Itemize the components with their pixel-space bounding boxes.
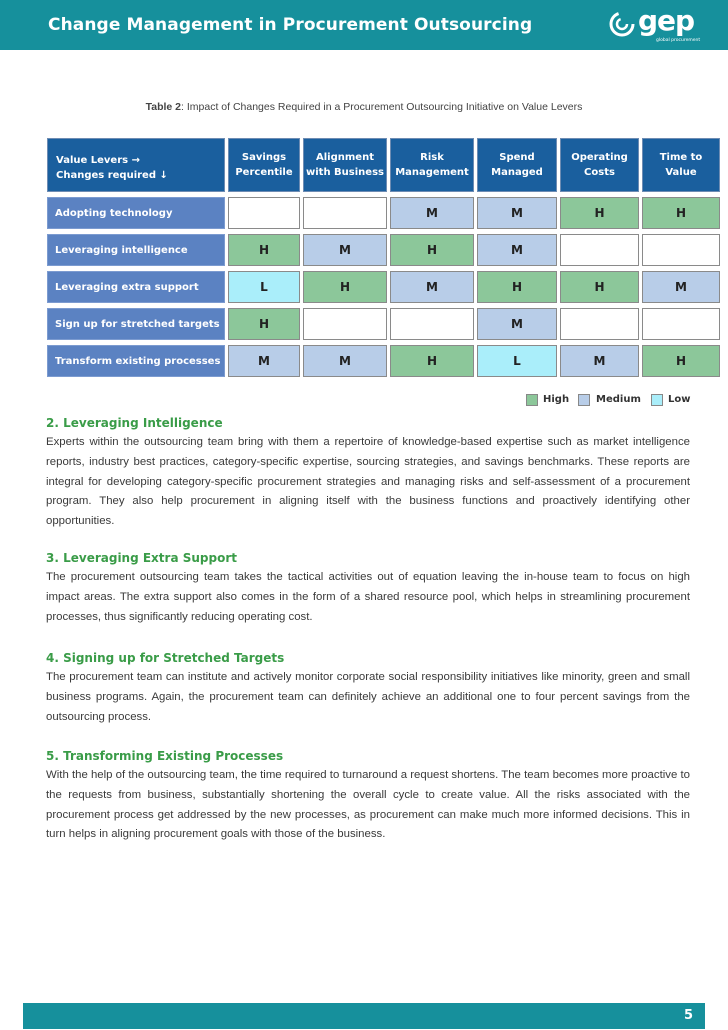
column-header: Risk Management <box>390 138 474 192</box>
impact-cell: M <box>477 308 557 340</box>
page-title: Change Management in Procurement Outsourcing <box>48 15 533 35</box>
section-heading: 2. Leveraging Intelligence <box>46 416 223 430</box>
section-heading: 3. Leveraging Extra Support <box>46 551 237 565</box>
logo-tagline: global procurement <box>656 38 701 43</box>
corner-changes-required: Changes required ↓ <box>56 170 168 181</box>
impact-cell: M <box>303 234 387 266</box>
table-caption-text: : Impact of Changes Required in a Procurement Outsourcing Initiative on Value Levers <box>181 101 583 113</box>
impact-cell: H <box>560 197 639 229</box>
impact-cell: M <box>228 345 300 377</box>
impact-cell: H <box>228 234 300 266</box>
impact-cell <box>642 308 720 340</box>
header-bar <box>0 0 728 50</box>
row-label: Leveraging intelligence <box>47 234 225 266</box>
impact-cell: M <box>560 345 639 377</box>
gep-logo <box>608 4 701 46</box>
section-body: The procurement outsourcing team takes the tactical activities out of equation leaving the in-house team to focus on high impact areas. The extra support also comes in the form of a shared resource pool, which helps in streamlining procurement processes, thus significantly reducing operating cost. <box>46 571 690 623</box>
table-caption <box>0 101 728 113</box>
impact-cell: H <box>390 345 474 377</box>
legend-medium-swatch <box>578 394 590 406</box>
impact-cell <box>303 197 387 229</box>
impact-cell <box>228 197 300 229</box>
impact-cell: H <box>642 197 720 229</box>
impact-cell: M <box>390 197 474 229</box>
column-header: Time to Value <box>642 138 720 192</box>
column-header: Alignment with Business <box>303 138 387 192</box>
impact-cell: H <box>228 308 300 340</box>
column-header: Savings Percentile <box>228 138 300 192</box>
legend-low-swatch <box>651 394 663 406</box>
column-header: Operating Costs <box>560 138 639 192</box>
impact-cell <box>560 234 639 266</box>
row-label: Adopting technology <box>47 197 225 229</box>
legend-medium-label: Medium <box>596 394 641 405</box>
impact-cell <box>560 308 639 340</box>
impact-cell: M <box>390 271 474 303</box>
column-header: Spend Managed <box>477 138 557 192</box>
page-number: 5 <box>683 1008 693 1023</box>
section-stretched-targets <box>46 648 690 727</box>
row-label: Transform existing processes <box>47 345 225 377</box>
impact-cell: L <box>477 345 557 377</box>
impact-cell: H <box>390 234 474 266</box>
section-body: The procurement team can institute and actively monitor corporate social responsibility initiatives like minority, green and small business programs. Again, the procurement team can definitely achieve an additional one to four percent savings from the outsourcing process. <box>46 671 690 723</box>
value-levers-table <box>47 138 720 377</box>
impact-cell: H <box>642 345 720 377</box>
table-caption-label: Table 2 <box>145 101 182 113</box>
impact-cell: M <box>642 271 720 303</box>
impact-cell: M <box>303 345 387 377</box>
footer-bar <box>23 1003 705 1029</box>
section-body: Experts within the outsourcing team bring with them a repertoire of knowledge-based expertise such as market intelligence reports, industry best practices, category-specific expertise, sourcing strategies, and savings benchmarks. These reports are integral for developing category-specific procurement strategies and managing risks and self-assessment of a procurement program. They also help procurement in aligning itself with the business functions and proactively identifying other opportunities. <box>46 436 690 528</box>
impact-cell <box>642 234 720 266</box>
impact-cell: H <box>477 271 557 303</box>
impact-cell: H <box>303 271 387 303</box>
section-leveraging-extra-support <box>46 548 690 627</box>
legend-high-swatch <box>526 394 538 406</box>
section-body: With the help of the outsourcing team, the time required to turnaround a request shortens. The team becomes more proactive to the requests from business, substantially shortening the overall cycle to create value. All the risks associated with the procurement process get addressed by the new processes, as procurement can make much more informed decisions. This in turn helps in aligning procurement goals with those of the business. <box>46 769 690 841</box>
row-label: Leveraging extra support <box>47 271 225 303</box>
impact-cell: M <box>477 234 557 266</box>
corner-value-levers: Value Levers → <box>56 155 140 166</box>
impact-cell: L <box>228 271 300 303</box>
section-heading: 4. Signing up for Stretched Targets <box>46 651 285 665</box>
swirl-logo-icon <box>608 10 636 38</box>
row-label: Sign up for stretched targets <box>47 308 225 340</box>
legend-low-label: Low <box>668 394 691 405</box>
impact-cell <box>390 308 474 340</box>
legend-high-label: High <box>543 394 570 405</box>
table-corner-header <box>47 138 225 192</box>
impact-cell: H <box>560 271 639 303</box>
section-leveraging-intelligence <box>46 413 690 532</box>
impact-cell: M <box>477 197 557 229</box>
impact-cell <box>303 308 387 340</box>
section-transforming-processes <box>46 746 690 845</box>
logo-wordmark: gep <box>638 4 695 37</box>
section-heading: 5. Transforming Existing Processes <box>46 749 284 763</box>
